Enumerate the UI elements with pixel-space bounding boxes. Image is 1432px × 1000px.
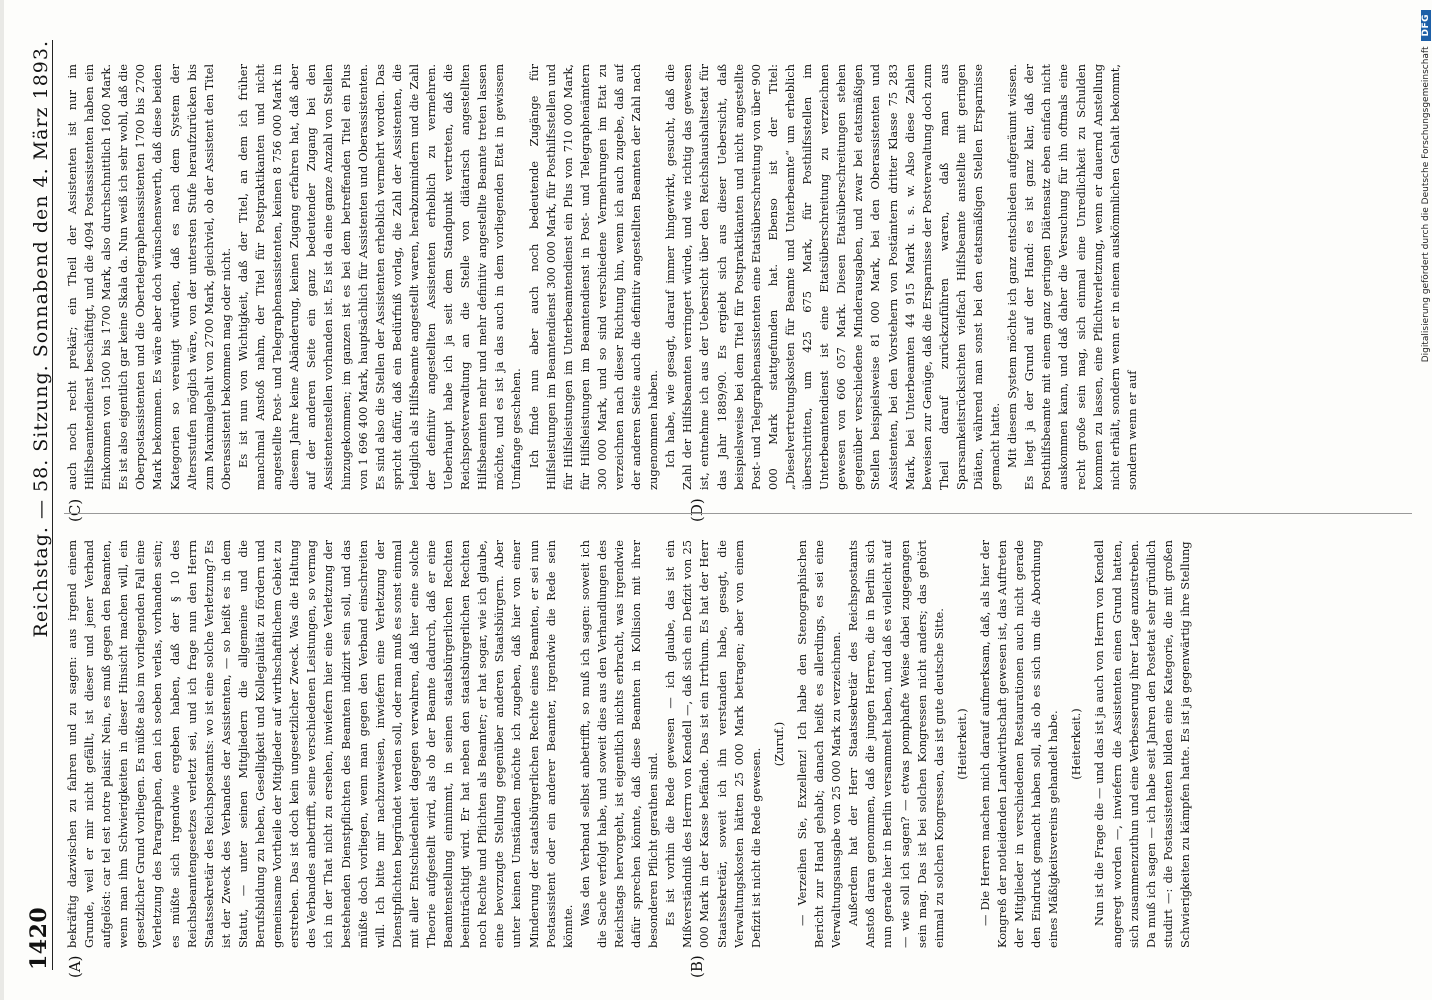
page-number: 1420	[26, 906, 52, 970]
right-text-column	[64, 64, 1414, 490]
paragraph: Nun ist die Frage die — und das ist ja auch von Herrn von Kendell angeregt worden —, inwiefern die Assistenten einen Grund hatten, sich zusammenzuthun und eine Verbesserung ihrer Lage anzustreben. Da muß ich sagen — ich habe seit Jahren den Postetat sehr gründlich studirt —: die Postassistenten bilden eine Kategorie, die mit großen Schwierigkeiten zu kämpfen hatte. Es ist ja gegenwärtig ihre Stellung	[1092, 540, 1192, 948]
column-divider	[64, 513, 1412, 514]
paragraph: Mit diesem System möchte ich ganz entschieden aufgeräumt wissen. Es liegt ja der Grund auf der Hand: es ist ganz klar, daß der Posthilfsbeamte mit einem ganz geringen Diätensatz eben einfach nicht auskommen kann, und daß daher die Versuchung für ihn oftmals eine recht große sein mag, sich einmal eine Unredlichkeit zu Schulden kommen zu lassen, eine Pflichtverletzung, wenn er dauernd Anstellung nicht erhält, sondern wenn er in einem auskömmlichen Gehalt bekommt, sondern wenn er auf	[1005, 64, 1139, 490]
margin-mark-d: (D)	[688, 498, 706, 522]
paragraph: — Verzeihen Sie, Exzellenz! Ich habe den Stenographischen Bericht zur Hand gehabt; danach heißt es allerdings, es sei eine Verwaltungsausgabe von 25 000 Mark zu verzeichnen.	[794, 540, 844, 948]
interjection: (Heiterkeit.)	[1069, 708, 1084, 780]
margin-mark-a: (A)	[66, 955, 84, 978]
page-header	[12, 40, 53, 970]
margin-mark-c: (C)	[66, 498, 84, 522]
scan-edge	[0, 0, 4, 1000]
interjection: (Heiterkeit.)	[954, 708, 969, 780]
paragraph: — Die Herren machen mich darauf aufmerksam, daß, als hier der Kongreß der notleidenden Landwirthschaft gewesen ist, das Auftreten der Mitglieder in verschiedenen Restaurationen auch nicht gerade den Eindruck gemacht haben soll, als ob es sich um die Abordnung eines Mäßigkeitsvereins gehandelt habe.	[977, 540, 1061, 948]
paragraph: Ich finde nun aber auch noch bedeutende Zugänge für Hilfsleistungen im Beamtendienst 300 000 Mark, für Posthilfsstellen und für Hilfsleistungen im Unterbeamtendienst ein Plus von 710 000 Mark, für Hilfsleistungen im Beamtendienst in Post- und Telegraphenämtern 300 000 Mark, und so sind verschiedene Vermehrungen im Etat zu verzeichnen nach dieser Richtung hin, wenn ich auch zugebe, daß auf der anderen Seite auch die definitiv angestellten Beamten der Zahl nach zugenommen haben.	[526, 64, 661, 490]
credit-text: Digitalisierung gefördert durch die Deutsche Forschungsgemeinschaft	[1421, 46, 1431, 363]
interjection: (Zuruf.)	[771, 721, 786, 767]
paragraph: auch noch recht prekär; ein Theil der Assistenten ist nur im Hilfsbeamtendienst beschäftigt, und die 4094 Postassistenten haben ein Einkommen von 1500 bis 1700 Mark, also durchschnittlich 1600 Mark. Es ist also eigentlich gar keine Skala da. Nun weiß ich sehr wohl, daß die Oberpostassistenten und die Obertelegraphenassistenten 1700 bis 2700 Mark bekommen. Es wäre aber doch wünschenswerth, daß diese beiden Kategorien so vereinigt würden, daß es nach dem System der Altersstufen möglich wäre, von der untersten Stufe heraufzurücken bis zum Maximalgehalt von 2700 Mark, gleichviel, ob der Assistent den Titel Oberassistent bekommen mag oder nicht.	[65, 64, 233, 490]
paragraph: Außerdem hat der Herr Staatssekretär des Reichspostamts Anstoß daran genommen, daß die jungen Herren, die in Berlin sich nun gerade hier in Berlin versammelt haben, und daß es vielleicht auf — wie soll ich sagen? — etwas pomphafte Weise dabei zugegangen sein mag. Das ist bei solchen Kongressen nicht anders; das gehört einmal zu solchen Kongressen, das ist gute deutsche Sitte.	[846, 540, 946, 948]
paragraph: Ich habe, wie gesagt, darauf immer hingewirkt, gesucht, daß die Zahl der Hilfsbeamten verringert würde, und wie richtig das gewesen ist, entnehme ich aus der Uebersicht über den Reichshaushaltsetat für das Jahr 1889/90. Es ergiebt sich aus dieser Uebersicht, daß beispielsweise bei dem Titel für Postpraktikanten und nicht angestellte Post- und Telegraphenassistenten eine Etatsüberschreitung von über 900 000 Mark stattgefunden hat. Ebenso ist der Titel: „Dieselvertretungskosten für Beamte und Unterbeamte“ um erheblich überschritten, um 425 675 Mark, für Posthilfsstellen im Unterbeamtendienst ist eine Etatsüberschreitung zu verzeichnen gewesen von 606 057 Mark. Diesen Etatsüberschreitungen stehen gegenüber verschiedene Minderausgaben, und zwar bei etatsmäßigen Stellen beispielsweise 81 000 Mark, bei den Oberassistenten und Assistenten, bei den Vorstehern von Postämtern dritter Klasse 75 283 Mark, bei Unterbeamten 44 915 Mark u. s. w. Also diese Zahlen beweisen zur Genüge, daß die Ersparnisse der Postverwaltung doch zum Theil darauf zurückzuführen waren, daß man aus Sparsamkeitsrücksichten vielfach Hilfsbeamte anstellte mit geringen Diäten, während man sonst bei den etatsmäßigen Stellen Ersparnisse gemacht hatte.	[663, 64, 1003, 490]
paragraph: Was den Verband selbst anbetrifft, so muß ich sagen: soweit ich die Sache verfolgt habe, und soweit dies aus den Verhandlungen des Reichstags hervorgeht, ist eigentlich nichts erbracht, was irgendwie dafür sprechen könnte, daß diese Beamten in Kollision mit ihrer besonderen Pflicht gerathen sind.	[577, 540, 661, 948]
running-title: Reichstag. — 58. Sitzung. Sonnabend den 4. März 1893.	[30, 40, 52, 638]
paragraph: bekräftig dazwischen zu fahren und zu sagen: aus irgend einem Grunde, weil er mir nicht gefällt, ist dieser und jener Verband aufgelöst: car tel est notre plaisir. Nein, es muß gegen den Beamten, wenn man ihm Schwierigkeiten in dieser Hinsicht machen will, ein gesetzlicher Grund vorliegen. Es müßte also im vorliegenden Fall eine Verletzung des Paragraphen, den ich soeben verlas, vorhanden sein; es müßte sich irgendwie ergeben haben, daß der § 10 des Reichsbeamtengesetzes verletzt sei, und ich frage nun den Herrn Staatssekretär des Reichspostamts: wo ist eine solche Verletzung? Es ist der Zweck des Verbandes der Assistenten, — so heißt es in dem Statut, — unter seinen Mitgliedern die allgemeine und die Berufsbildung zu heben, Geselligkeit und Kollegialität zu fördern und gemeinsame Vortheile der Mitglieder auf wirthschaftlichem Gebiet zu erstreben. Das ist doch kein ungesetzlicher Zweck. Was die Haltung des Verbandes anbetrifft, seine verschiedenen Leistungen, so vermag ich in der That nicht zu ersehen, inwiefern hier eine Verletzung der bestehenden Dienstpflichten des Beamten indizirt sein soll, und das müßte doch vorliegen, wenn man gegen den Verband einschreiten will. Ich bitte mir nachzuweisen, inwiefern eine Verletzung der Dienstpflichten begründet werden soll, oder man muß es sonst einmal mit aller Entschiedenheit dagegen verwahren, daß hier eine solche Theorie aufgestellt wird, als ob der Beamte dadurch, daß er eine Beamtenstellung einnimmt, in seinen staatsbürgerlichen Rechten beeinträchtigt wird. Er hat neben den staatsbürgerlichen Rechten noch Rechte und Pflichten als Beamter; er hat sogar, wie ich glaube, eine bevorzugte Stellung gegenüber anderen Staatsbürgern. Aber unter keinen Umständen möchte ich zugeben, daß hier von einer Minderung der staatsbürgerlichen Rechte eines Beamten, er sei nun Postassistent oder ein anderer Beamter, irgendwie die Rede sein könnte.	[65, 540, 575, 948]
digitization-credit	[1420, 10, 1432, 480]
paragraph: Es ist nun von Wichtigkeit, daß der Titel, an dem ich früher manchmal Anstoß nahm, der Titel für Postpraktikanten und nicht angestellte Post- und Telegraphenassistenten, keinen 8 756 000 Mark in diesem Jahre keine Abänderung, keinen Zugang erfahren hat, daß aber auf der anderen Seite ein ganz bedeutender Zugang bei den Assistentenstellen vorhanden ist. Es ist da eine ganze Anzahl von Stellen hinzugekommen; im ganzen ist es bei dem betreffenden Titel ein Plus von 1 696 400 Mark, hauptsächlich für Assistenten und Oberassistenten. Es sind also die Stellen der Assistenten erheblich vermehrt worden. Das spricht dafür, daß ein Bedürfniß vorlag, die Zahl der Assistenten, die lediglich als Hilfsbeamte angestellt waren, herabzumindern und die Zahl der definitiv angestellten Assistenten erheblich zu vermehren. Ueberhaupt habe ich ja seit dem Standpunkt vertreten, daß die Reichspostverwaltung an die Stelle von diätarisch angestellten Hilfsbeamten mehr und mehr definitiv angestellte Beamte treten lassen möchte, und es ist ja das auch in dem vorliegenden Etat in gewissem Umfange geschehen.	[235, 64, 524, 490]
dfg-logo: DFG	[1421, 10, 1431, 41]
left-text-column	[64, 540, 1414, 948]
paragraph: Es ist vorhin die Rede gewesen — ich glaube, das ist ein Mißverständniß des Herrn von Kendell —, daß sich ein Defizit von 25 000 Mark in der Kasse befände. Das ist ein Irrthum. Es hat der Herr Staatssekretär, soweit ich ihn verstanden habe, gesagt, die Verwaltungskosten hätten 25 000 Mark betragen; aber von einem Defizit ist nicht die Rede gewesen.	[663, 540, 763, 948]
margin-mark-b: (B)	[688, 955, 706, 978]
